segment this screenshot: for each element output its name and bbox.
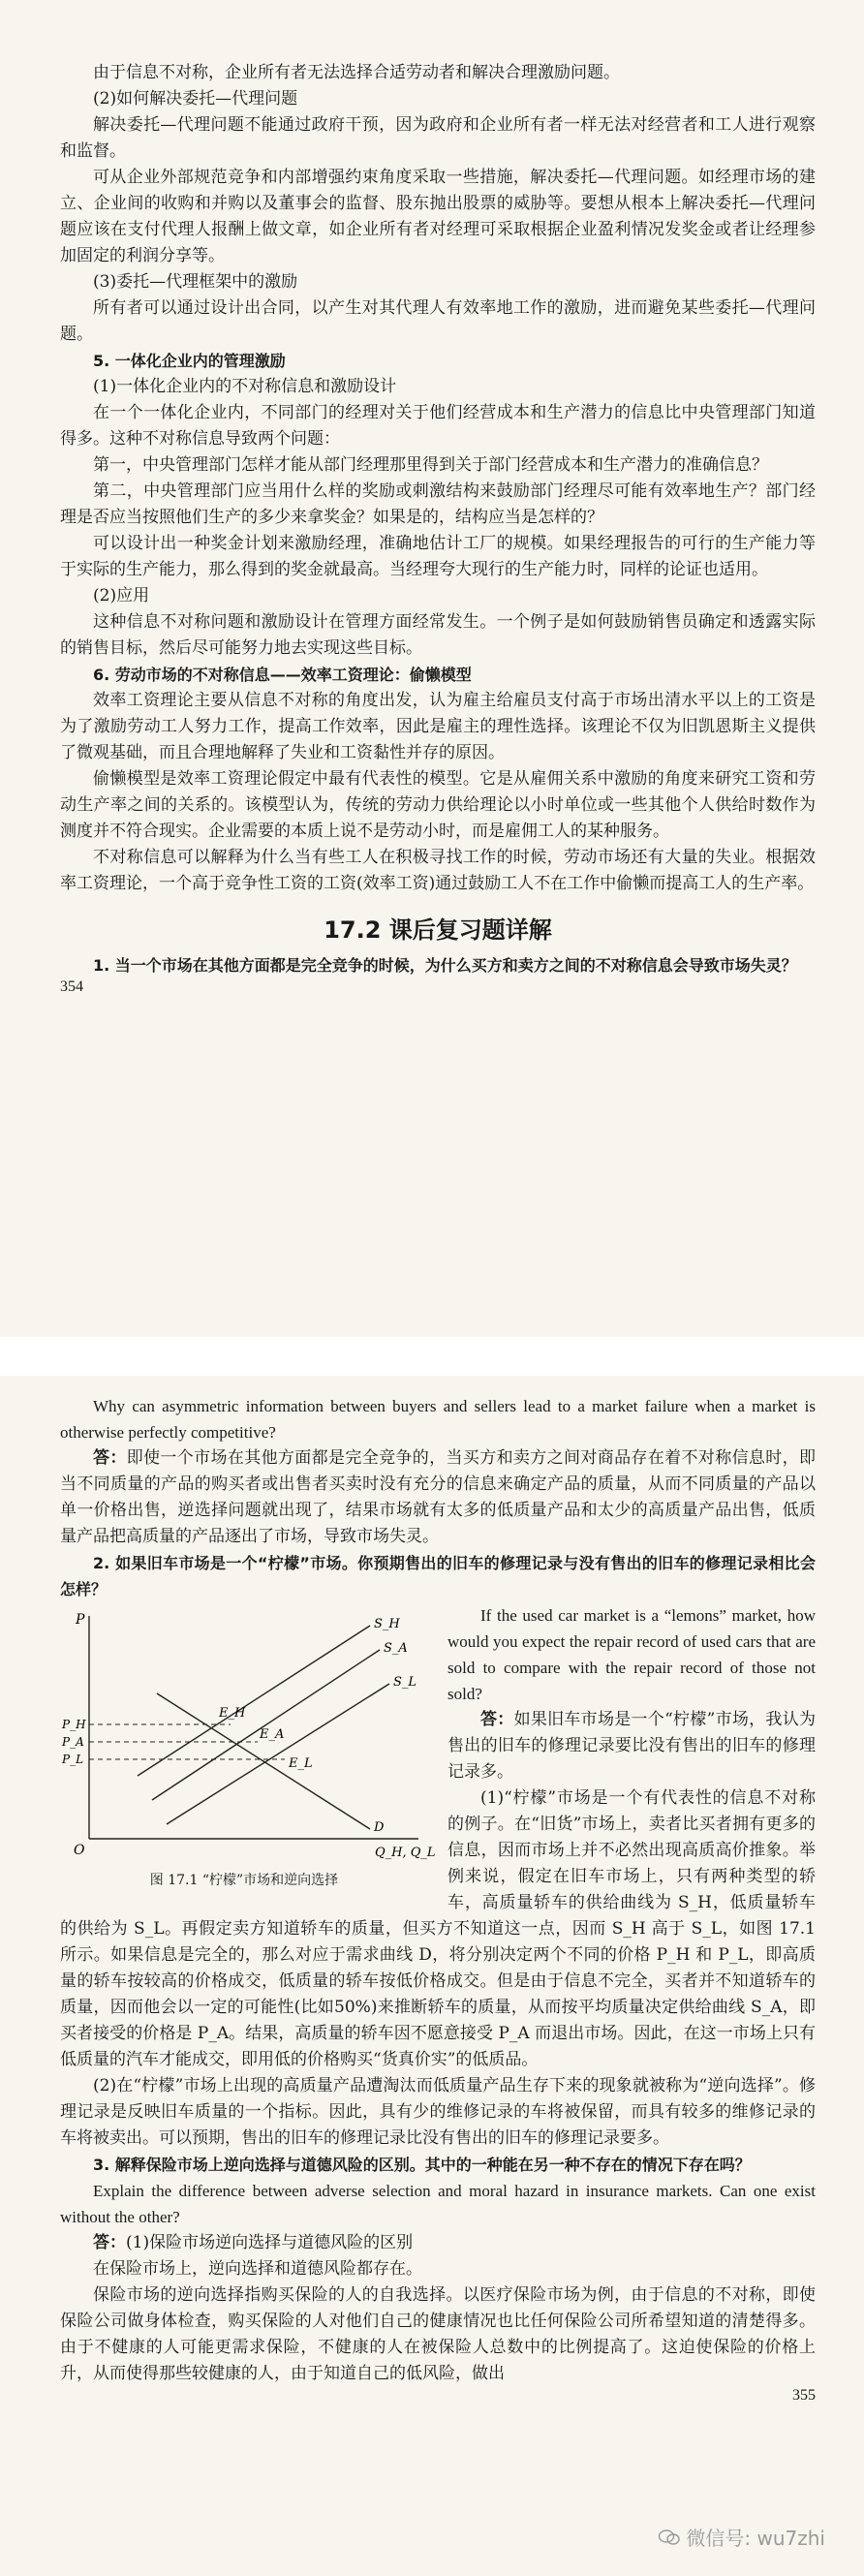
answer-label: 答： [480,1710,514,1729]
question-1-english: Why can asymmetric information between buyers and sellers lead to a market failure when a market is otherwise perfectly competitive? [60,1397,816,1442]
paragraph: 在保险市场上，逆向选择和道德风险都存在。 [93,2259,422,2279]
subheading: (3)委托—代理框架中的激励 [93,272,298,292]
paragraph: 在一个一体化企业内，不同部门的经理对关于他们经营成本和生产潜力的信息比中央管理部门知道得多。这种不对称信息导致两个问题： [60,403,816,449]
paragraph: 由于信息不对称，企业所有者无法选择合适劳动者和解决合理激励问题。 [93,63,620,82]
label-S-A: S_A [384,1641,408,1656]
paragraph: 所有者可以通过设计出合同，以产生对其代理人有效率地工作的激励，进而避免某些委托—代理问题。 [60,298,816,344]
subheading: (1)一体化企业内的不对称信息和激励设计 [93,377,397,396]
x-axis-label: Q_H, Q_L [375,1846,436,1860]
paragraph: (2)在“柠檬”市场上出现的高质量产品遭淘汰而低质量产品生存下来的现象就被称为“逆向选择”。修理记录是反映旧车质量的一个指标。因此，具有少的维修记录的车将被保留，而具有较多的维修记录的车将被卖出。可以预期，售出的旧车的修理记录比没有售出的旧车的修理记录要多。 [60,2076,816,2148]
label-E-H: E_H [219,1706,246,1721]
subheading: (2)应用 [93,586,150,605]
answer-label: 答： [93,1448,127,1468]
subheading: (2)如何解决委托—代理问题 [93,89,298,109]
wechat-icon [659,2529,680,2546]
answer-text: (1)保险市场逆向选择与道德风险的区别 [126,2233,414,2252]
page-number: 354 [60,978,83,995]
label-E-L: E_L [289,1756,313,1771]
label-E-A: E_A [260,1727,285,1742]
section-heading: 6. 劳动市场的不对称信息——效率工资理论：偷懒模型 [93,666,472,684]
paragraph: 效率工资理论主要从信息不对称的角度出发，认为雇主给雇员支付高于市场出清水平以上的工资是为了激励劳动工人努力工作，提高工作效率，因此是雇主的理性选择。该理论不仅为旧凯恩斯主义提供了微观基础，而且合理地解释了失业和工资黏性并存的原因。 [60,691,816,762]
watermark [659,2523,825,2551]
paragraph: 偷懒模型是效率工资理论假定中最有代表性的模型。它是从雇佣关系中激励的角度来研究工资和劳动生产率之间的关系的。该模型认为，传统的劳动力供给理论以小时单位或一些其他个人供给时数作为测度并不符合现实。企业需要的本质上说不是劳动小时，而是雇佣工人的某种服务。 [60,769,816,841]
page-number: 355 [792,2387,816,2404]
paragraph: 第一，中央管理部门怎样才能从部门经理那里得到关于部门经营成本和生产潜力的准确信息？ [93,455,768,475]
figure-17-1 [60,1606,436,1888]
answer-label: 答： [93,2233,126,2252]
origin-label: O [74,1843,85,1858]
paragraph: 可从企业外部规范竞争和内部增强约束角度采取一些措施，解决委托—代理问题。如经理市场的建立、企业间的收购和并购以及董事会的监督、股东抛出股票的威胁等。要想从根本上解决委托—代理问题应该在支付代理人报酬上做文章，如企业所有者对经理可采取根据企业盈利情况发奖金或者让经理参加固定的利润分享等。 [60,168,816,265]
question-3-english: Explain the difference between adverse selection and moral hazard in insurance markets. Can one exist without the other? [60,2182,816,2226]
supply-curve-low [167,1684,389,1824]
paragraph: 不对称信息可以解释为什么当有些工人在积极寻找工作的时候，劳动市场还有大量的失业。根据效率工资理论，一个高于竞争性工资的工资(效率工资)通过鼓励工人不在工作中偷懒而提高工人的生产率。 [60,848,816,893]
supply-curve-high [138,1626,370,1776]
label-P-H: P_H [62,1718,86,1731]
answer-text: 如果旧车市场是一个“柠檬”市场，我认为售出的旧车的修理记录要比没有售出的旧车的修理记录多。 [447,1710,816,1782]
watermark-text: 微信号: wu7zhi [686,2527,825,2550]
label-P-L: P_L [62,1753,84,1766]
page-354-body [60,60,816,996]
paragraph: 第二，中央管理部门应当用什么样的奖励或刺激结构来鼓励部门经理尽可能有效率地生产？部门经理是否应当按照他们生产的多少来拿奖金？如果是的，结构应当是怎样的？ [60,481,816,527]
paragraph: 保险市场的逆向选择指购买保险的人的自我选择。以医疗保险市场为例，由于信息的不对称，即使保险公司做身体检查，购买保险的人对他们自己的健康情况也比任何保险公司所希望知道的清楚得多。由于不健康的人可能更需求保险，不健康的人在被保险人总数中的比例提高了。这迫使保险的价格上升，从而使得那些较健康的人，由于知道自己的低风险，做出 [60,2285,816,2383]
paragraph: 这种信息不对称问题和激励设计在管理方面经常发生。一个例子是如何鼓励销售员确定和透露实际的销售目标，然后尽可能努力地去实现这些目标。 [60,612,816,658]
page-355-body [60,1393,816,2405]
y-axis-label: P [76,1612,85,1628]
paragraph: (1)“柠檬”市场是一个有代表性的信息不对称的例子。在“旧货”市场上，卖者比买者拥有更多的信息，因而市场上并不必然出现高质高价推象。举例来说，假定在旧车市场上，只有两种类型的轿车，高质量轿车的供给曲线为 S_H，低质量轿车的供给为 S_L。再假定卖方知道轿车的质量，但买方不知道这一点，因而 S_H 高于 S_L，如图 17.1 所示。如果信息是完全的，那么对应于需求曲线 D，将分别决定两个不同的价格 P_H 和 P_L，即高质量的轿车按较高的价格成交，低质量的轿车按低价格成交。但是由于信息不完全，买者并不知道轿车的质量，因而他会以一定的可能性(比如50%)来推断轿车的质量，从而按平均质量决定供给曲线 S_A，即买者接受的价格是 P_A。结果，高质量的轿车因不愿意接受 P_A 而退出市场。因此，在这一市场上只有低质量的汽车才能成交，即用低的价格购买“货真价实”的低质品。 [60,1788,816,2069]
section-title: 17.2 课后复习题详解 [324,916,552,944]
question-2-english: If the used car market is a “lemons” market, how would you expect the repair record of used cars that are sold to compare with the repair record of those not sold? [447,1606,816,1703]
section-heading: 5. 一体化企业内的管理激励 [93,352,286,370]
label-D: D [374,1820,385,1835]
label-S-L: S_L [393,1675,417,1690]
answer-text: 即使一个市场在其他方面都是完全竞争的，当买方和卖方之间对商品存在着不对称信息时，即当不同质量的产品的购买者或出售者买卖时没有充分的信息来确定产品的质量，从而不同质量的产品以单一价格出售，逆选择问题就出现了，结果市场就有太多的低质量产品和太少的高质量产品出售，低质量产品把高质量的产品逐出了市场，导致市场失灵。 [60,1448,817,1546]
label-S-H: S_H [374,1617,400,1631]
figure-caption: 图 17.1 “柠檬”市场和逆向选择 [149,1873,339,1888]
lemons-market-diagram [60,1606,436,1868]
question-3: 3. 解释保险市场上逆向选择与道德风险的区别。其中的一种能在另一种不存在的情况下存在吗？ [93,2156,751,2174]
answer-1 [60,1445,816,1550]
label-P-A: P_A [62,1735,84,1749]
page-355 [0,1376,864,2576]
question-1: 1. 当一个市场在其他方面都是完全竞争的时候，为什么买方和卖方之间的不对称信息会导致市场失灵？ [93,956,797,975]
question-2: 2. 如果旧车市场是一个“柠檬”市场。你预期售出的旧车的修理记录与没有售出的旧车的修理记录相比会怎样？ [60,1554,816,1598]
demand-curve [157,1693,370,1829]
paragraph: 可以设计出一种奖金计划来激励经理，准确地估计工厂的规模。如果经理报告的可行的生产能力等于实际的生产能力，那么得到的奖金就最高。当经理夸大现行的生产能力时，同样的论证也适用。 [60,534,816,579]
paragraph: 解决委托—代理问题不能通过政府干预，因为政府和企业所有者一样无法对经营者和工人进行观察和监督。 [60,115,816,161]
answer-3 [60,2230,816,2256]
